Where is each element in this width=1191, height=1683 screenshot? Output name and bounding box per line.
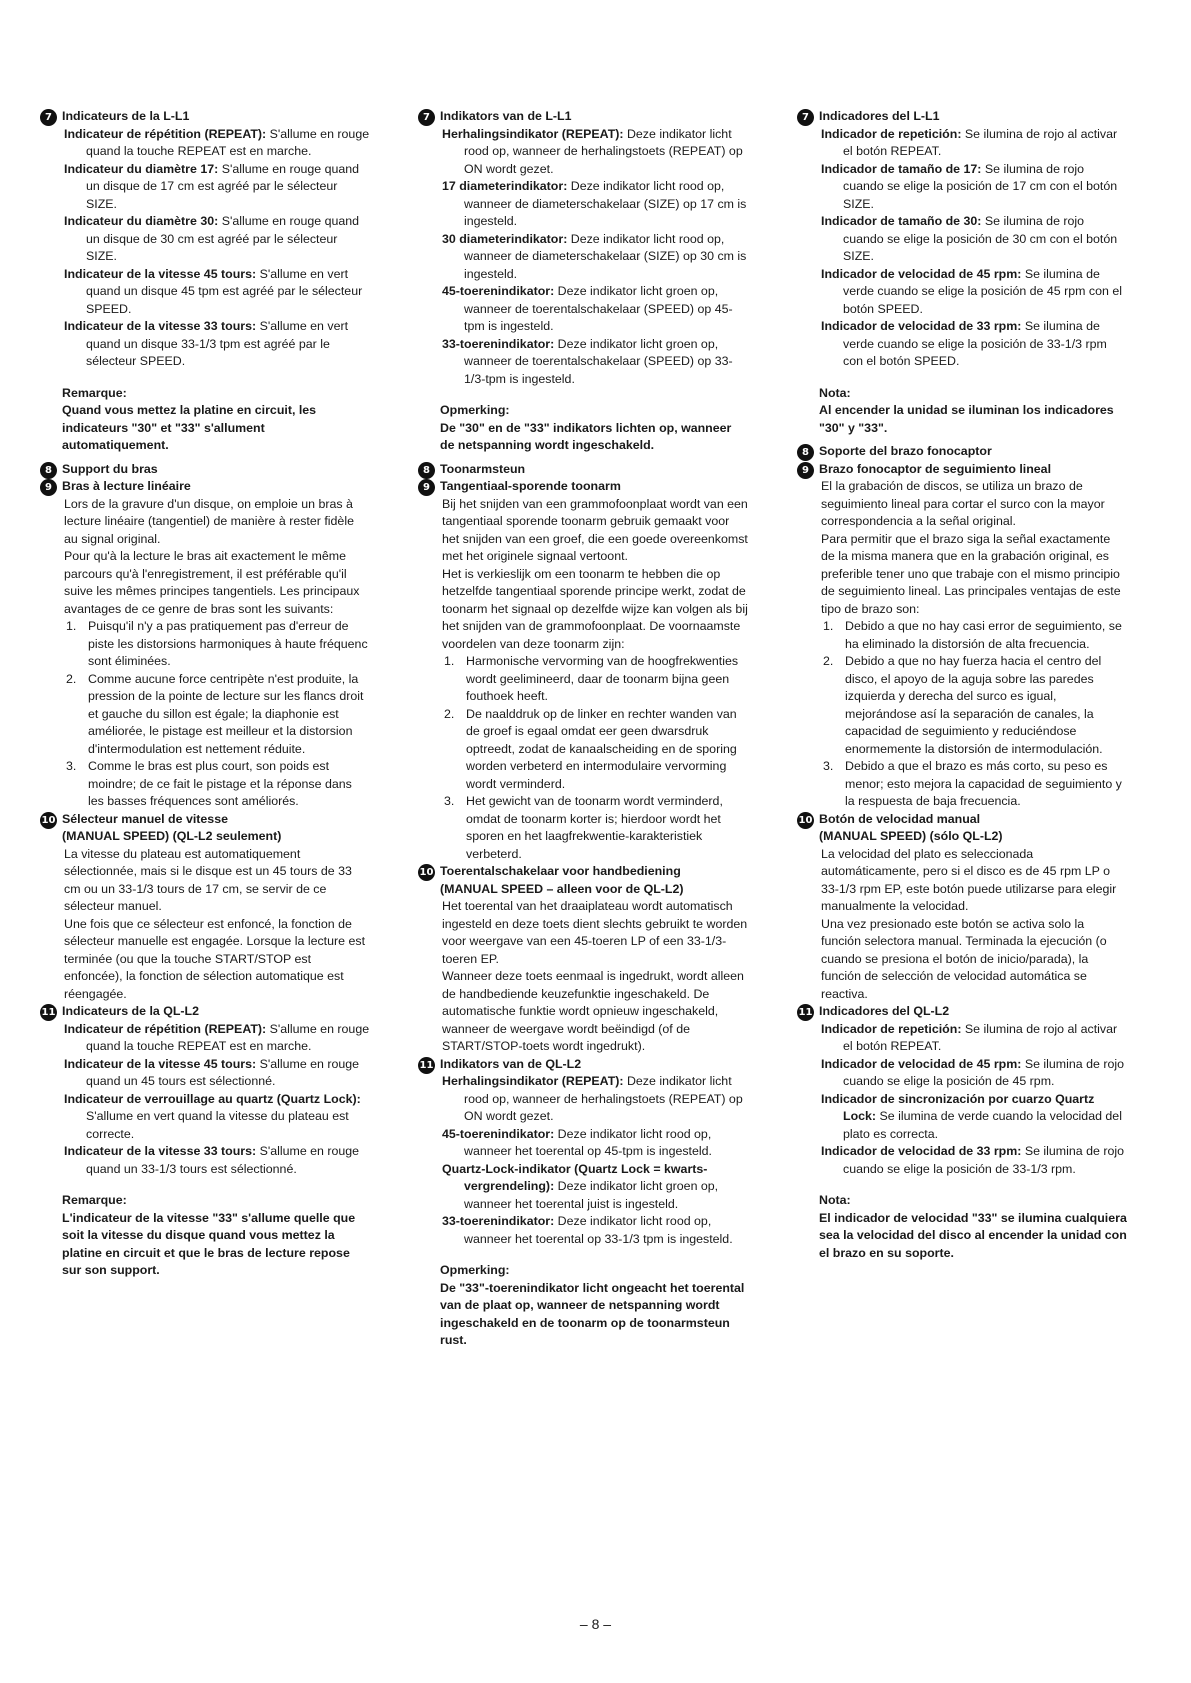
list-item: 1. Harmonische vervorming van de hoogfrekwenties wordt geelimineerd, daar de toonarm bijna geen fouthoek heeft. [444,654,739,703]
remark-text: De "33"-toerenindikator licht ongeacht het toerental van de plaat op, wanneer de netspanning wordt ingeschakeld en de toonarm op de toonarmsteun rust. [440,1280,745,1347]
paragraph: Para permitir que el brazo siga la señal exactamente de la misma manera que en la grabación original, es preferible tener uno que trabaje con el mismo principio de seguimiento lineal. Las principales ventajas de este tipo de brazo son: [821,531,1121,616]
indicator-item: 45-toerenindikator: Deze indikator licht rood op, wanneer het toerental op 45-tpm is ingesteld. [442,1126,712,1158]
page-number: – 8 – [579,1616,612,1632]
section-heading: Brazo fonocaptor de seguimiento lineal [819,461,1052,476]
remark-title: Nota: [819,385,851,400]
indicator-item: 33-toerenindikator: Deze indikator licht rood op, wanneer het toerental op 33-1/3 tpm is ingesteld. [442,1214,733,1246]
indicator-item: Indicateur de verrouillage au quartz (Quartz Lock): S'allume en vert quand la vitesse du plateau est correcte. [64,1091,361,1141]
section-heading: Sélecteur manuel de vitesse [62,811,228,826]
paragraph: La vitesse du plateau est automatiquement sélectionnée, mais si le disque est un 45 tours de 33 cm ou un 33-1/3 tours de 17 cm, se servir de ce sélecteur manuel. [64,846,352,913]
section-number-9-icon: 9 [40,479,57,496]
section-heading: Indikators van de L-L1 [440,109,572,123]
remark-text: Quand vous mettez la platine en circuit, les indicateurs "30" et "33" s'allument automatiquement. [62,403,317,452]
section-number-10-icon: 10 [797,812,814,829]
indicator-item: 17 diameterindikator: Deze indikator licht rood op, wanneer de diameterschakelaar (SIZE) op 17 cm is ingesteld. [442,179,747,228]
section-heading: Indikators van de QL-L2 [440,1056,582,1071]
remark-title: Opmerking: [440,1263,510,1277]
section-heading: Indicadores del QL-L2 [819,1004,950,1018]
paragraph: Het is verkieslijk om een toonarm te hebben die op hetzelfde tangentiaal sporende principe werkt, zodat de toonarm het signaal op dezelfde wijze kan volgen als bij het snijden van de grammofoonplaat. De voornaamste voordelen van deze toonarm zijn: [442,566,748,651]
list-item: 2. Debido a que no hay fuerza hacia el centro del disco, el apoyo de la aguja sobre las paredes izquierda y derecha del surco es igual, mejorándose así la separación de canales, la capacidad de seguimiento y reduciéndose enormemente la distorsión de intermodulación. [823,654,1103,756]
section-heading: Toerentalschakelaar voor handbediening [440,864,681,878]
section-number-8-icon: 8 [40,462,57,479]
list-item: 2. Comme aucune force centripète n'est produite, la pression de la pointe de lecture sur les flancs droit et gauche du sillon est égale; la diaphonie est améliorée, le pistage est meilleur et la distorsion d'intermodulation est nettement réduite. [66,671,364,756]
section-10-manual-speed [40,811,370,1004]
indicator-item: 30 diameterindikator: Deze indikator licht rood op, wanneer de diameterschakelaar (SIZE) op 30 cm is ingesteld. [442,231,747,281]
section-number-11-icon: 11 [797,1004,814,1021]
section-number-7-icon: 7 [418,109,435,126]
indicator-item: 45-toerenindikator: Deze indikator licht groen op, wanneer de toerentalschakelaar (SPEED) op 45-tpm is ingesteld. [442,284,733,333]
indicator-item: Herhalingsindikator (REPEAT): Deze indikator licht rood op, wanneer de herhalingstoets (REPEAT) op ON wordt gezet. [442,126,743,176]
paragraph: El la grabación de discos, se utiliza un brazo de seguimiento lineal para cortar el surco con la mayor correspondencia a la señal original. [821,479,1105,528]
remark-title: Remarque: [62,1193,127,1207]
paragraph: La velocidad del plato es seleccionada automáticamente, pero si el disco es de 45 rpm LP o 33-1/3 rpm EP, este botón puede utilizarse para elegir manualmente la velocidad. [821,846,1117,913]
indicator-item: Indicateur du diamètre 30: S'allume en rouge quand un disque de 30 cm est agréé par le sélecteur SIZE. [64,214,360,263]
paragraph: Pour qu'à la lecture le bras ait exactement le même parcours qu'à l'enregistrement, il est préférable qu'il suive les mêmes principes tangentiels. Les principaux avantages de ce genre de bras sont les suivants: [64,549,360,616]
paragraph: Wanneer deze toets eenmaal is ingedrukt, wordt alleen de handbediende keuzefunktie ingeschakeld. De automatische funktie wordt opnieuw ingeschakeld, wanneer de weergave wordt beëindigd (of de START/STOP-toets wordt ingedrukt). [442,969,744,1053]
section-8-arm-support [797,443,1127,461]
section-heading: Toonarmsteun [440,461,526,476]
indicator-item: Indicateur de la vitesse 33 tours: S'allume en vert quand un disque 33-1/3 tpm est agréé par le sélecteur SPEED. [64,319,349,368]
section-number-7-icon: 7 [797,109,814,126]
remark-text: L'indicateur de la vitesse "33" s'allume quelle que soit la vitesse du disque quand vous mettez la platine en circuit et que le bras de lecture repose sur son support. [62,1210,356,1277]
section-heading: Indicateurs de la L-L1 [62,109,190,123]
indicator-item: Indicateur de la vitesse 45 tours: S'allume en vert quand un disque 45 tpm est agréé par le sélecteur SPEED. [64,266,363,316]
list-item: 3. Comme le bras est plus court, son poids est moindre; de ce fait le pistage et la réponse dans les basses fréquences sont améliorés. [66,759,352,808]
remark-title: Nota: [819,1193,851,1207]
indicator-item: Indicador de velocidad de 33 rpm: Se ilumina de rojo cuando se elige la posición de 33-1/3 rpm. [821,1144,1124,1176]
section-10-manual-speed [797,811,1127,1004]
list-item: 1. Debido a que no hay casi error de seguimiento, se ha eliminado la distorsión de alta frecuencia. [823,619,1122,651]
section-number-11-icon: 11 [418,1057,435,1074]
section-11-indicators-ql-l2 [40,1003,370,1280]
section-heading: Botón de velocidad manual [819,811,981,826]
section-8-arm-support [40,461,370,479]
section-subheading: (MANUAL SPEED) (QL-L2 seulement) [62,829,282,843]
section-heading: Soporte del brazo fonocaptor [819,444,992,458]
list-item: 2. De naalddruk op de linker en rechter wanden van de groef is egaal omdat eer geen dwarsdruk optreedt, zodat de kanaalscheiding en de sporing worden verbeterd en intermodulaire vervorming wordt verminderd. [444,706,737,791]
section-number-11-icon: 11 [40,1004,57,1021]
section-subheading: (MANUAL SPEED) (sólo QL-L2) [819,829,1003,843]
section-11-indicators-ql-l2 [797,1003,1127,1262]
section-number-8-icon: 8 [797,444,814,461]
column-french [40,108,370,1280]
section-7-indicators-ll1 [40,108,370,455]
section-heading: Indicadores del L-L1 [819,109,940,123]
column-dutch [418,108,748,1350]
paragraph: Bij het snijden van een grammofoonplaat wordt van een tangentiaal sporende toonarm gebruik gemaakt voor het snijden van een groef, die een goede overeenkomst met het originele signaal vertoont. [442,496,748,563]
paragraph: Une fois que ce sélecteur est enfoncé, la fonction de sélecteur manuelle est engagée. Lorsque la lecture est terminée (ou que la touche START/STOP est enfoncée), la fonction de sélection automatique est réengagée. [64,916,366,1001]
remark-text: Al encender la unidad se iluminan los indicadores "30" y "33". [819,403,1114,435]
section-heading: Indicateurs de la QL-L2 [62,1004,200,1018]
indicator-item: 33-toerenindikator: Deze indikator licht groen op, wanneer de toerentalschakelaar (SPEED) op 33-1/3-tpm is ingesteld. [442,336,733,386]
indicator-item: Indicateur de la vitesse 45 tours: S'allume en rouge quand un 45 tours est sélectionné. [64,1056,360,1088]
section-heading: Support du bras [62,461,158,476]
paragraph: Het toerental van het draaiplateau wordt automatisch ingesteld en deze toets dient slechts gebruikt te worden voor weergave van een 45-toeren LP of een 33-1/3-toeren EP. [442,899,748,966]
indicator-item: Indicateur de répétition (REPEAT): S'allume en rouge quand la touche REPEAT est en marche. [64,1021,370,1053]
indicator-item: Indicador de repetición: Se ilumina de rojo al activar el botón REPEAT. [821,126,1118,158]
indicator-item: Indicateur de répétition (REPEAT): S'allume en rouge quand la touche REPEAT est en marche. [64,126,370,158]
indicator-item: Indicador de tamaño de 17: Se ilumina de rojo cuando se elige la posición de 17 cm con el botón SIZE. [821,161,1118,211]
indicator-item: Indicador de velocidad de 33 rpm: Se ilumina de verde cuando se elige la posición de 33-1/3 rpm con el botón SPEED. [821,319,1107,368]
section-number-8-icon: 8 [418,462,435,479]
indicator-item: Indicateur du diamètre 17: S'allume en rouge quand un disque de 17 cm est agréé par le sélecteur SIZE. [64,161,360,211]
section-number-7-icon: 7 [40,109,57,126]
remark-text: El indicador de velocidad "33" se ilumina cualquiera sea la velocidad del disco al encender la unidad con el brazo en su soporte. [819,1210,1127,1260]
section-7-indicators-ll1 [797,108,1127,437]
remark-text: De "30" en de "33" indikators lichten op, wanneer de netspanning wordt ingeschakeld. [440,420,732,452]
section-9-linear-tracking-arm [797,461,1127,811]
column-spanish [797,108,1127,1262]
section-11-indicators-ql-l2 [418,1056,748,1350]
paragraph: Lors de la gravure d'un disque, on emploie un bras à lecture linéaire (tangentiel) de manière à rester fidèle au signal original. [64,496,354,546]
section-9-linear-tracking-arm [418,478,748,863]
indicator-item: Indicador de repetición: Se ilumina de rojo al activar el botón REPEAT. [821,1021,1118,1053]
section-heading: Tangentiaal-sporende toonarm [440,479,621,493]
section-9-linear-tracking-arm [40,478,370,811]
indicator-item: Indicateur de la vitesse 33 tours: S'allume en rouge quand un 33-1/3 tours est sélectionné. [64,1144,360,1176]
indicator-item: Indicador de velocidad de 45 rpm: Se ilumina de verde cuando se elige la posición de 45 rpm con el botón SPEED. [821,266,1122,316]
section-10-manual-speed [418,863,748,1056]
indicator-item: Quartz-Lock-indikator (Quartz Lock = kwarts-vergrendeling): Deze indikator licht groen op, wanneer het toerental juist is ingesteld. [442,1161,719,1211]
indicator-item: Indicador de tamaño de 30: Se ilumina de rojo cuando se elige la posición de 30 cm con el botón SIZE. [821,214,1118,263]
indicator-item: Indicador de velocidad de 45 rpm: Se ilumina de rojo cuando se elige la posición de 45 rpm. [821,1056,1124,1088]
list-item: 3. Het gewicht van de toonarm wordt verminderd, omdat de toonarm korter is; hierdoor wordt het sporen en het laagfrekwentie-karakteristiek verbeterd. [444,794,723,861]
section-7-indicators-ll1 [418,108,748,455]
section-8-arm-support [418,461,748,479]
advantages-list [442,653,748,863]
section-number-9-icon: 9 [797,462,814,479]
paragraph: Una vez presionado este botón se activa solo la función selectora manual. Terminada la ejecución (o cuando se presiona el botón de inicio/parada), la función de selección de velocidad automática se reactiva. [821,916,1107,1001]
list-item: 1. Puisqu'il n'y a pas pratiquement pas d'erreur de piste les distorsions harmoniques à haute fréquenc sont éliminées. [66,619,368,668]
section-number-9-icon: 9 [418,479,435,496]
indicator-item: Indicador de sincronización por cuarzo Quartz Lock: Se ilumina de verde cuando la velocidad del plato es correcta. [821,1091,1122,1141]
section-subheading: (MANUAL SPEED – alleen voor de QL-L2) [440,881,684,896]
advantages-list [64,618,370,811]
section-number-10-icon: 10 [418,864,435,881]
list-item: 3. Debido a que el brazo es más corto, su peso es menor; esto mejora la capacidad de seguimiento y la respuesta de baja frecuencia. [823,759,1122,808]
indicator-item: Herhalingsindikator (REPEAT): Deze indikator licht rood op, wanneer de herhalingstoets (REPEAT) op ON wordt gezet. [442,1074,743,1123]
advantages-list [821,618,1127,811]
remark-title: Remarque: [62,385,127,400]
section-number-10-icon: 10 [40,812,57,829]
remark-title: Opmerking: [440,403,510,417]
section-heading: Bras à lecture linéaire [62,479,191,493]
